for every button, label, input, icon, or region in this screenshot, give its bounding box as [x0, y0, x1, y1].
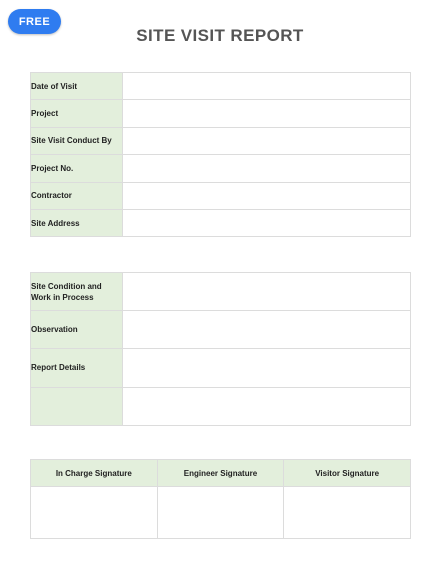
- blank-field[interactable]: [123, 387, 411, 425]
- visit-details-table: [30, 72, 411, 237]
- free-badge[interactable]: FREE: [8, 9, 61, 34]
- report-details-field[interactable]: [123, 349, 411, 387]
- visitor-signature-field[interactable]: [284, 487, 411, 539]
- table-row: [31, 387, 411, 425]
- engineer-signature-header: Engineer Signature: [157, 460, 284, 487]
- in-charge-signature-field[interactable]: [31, 487, 158, 539]
- conducted-by-label: Site Visit Conduct By: [31, 127, 123, 154]
- blank-label: [31, 387, 123, 425]
- project-field[interactable]: [123, 100, 411, 127]
- site-address-field[interactable]: [123, 209, 411, 236]
- table-row: [31, 100, 411, 127]
- project-no-label: Project No.: [31, 155, 123, 182]
- table-row: [31, 182, 411, 209]
- table-header-row: [31, 460, 411, 487]
- contractor-label: Contractor: [31, 182, 123, 209]
- table-row: [31, 127, 411, 154]
- engineer-signature-field[interactable]: [157, 487, 284, 539]
- site-address-label: Site Address: [31, 209, 123, 236]
- table-row: [31, 209, 411, 236]
- table-row: [31, 349, 411, 387]
- report-details-label: Report Details: [31, 349, 123, 387]
- table-row: [31, 311, 411, 349]
- contractor-field[interactable]: [123, 182, 411, 209]
- table-row: [31, 487, 411, 539]
- table-row: [31, 273, 411, 311]
- visitor-signature-header: Visitor Signature: [284, 460, 411, 487]
- table-row: [31, 155, 411, 182]
- site-condition-label: [31, 273, 123, 311]
- page-title: SITE VISIT REPORT: [136, 26, 304, 45]
- site-condition-label-line2: Work in Process: [31, 292, 94, 302]
- table-row: [31, 73, 411, 100]
- observation-field[interactable]: [123, 311, 411, 349]
- site-condition-label-line1: Site Condition and: [31, 281, 102, 291]
- date-of-visit-field[interactable]: [123, 73, 411, 100]
- project-no-field[interactable]: [123, 155, 411, 182]
- project-label: Project: [31, 100, 123, 127]
- date-of-visit-label: Date of Visit: [31, 73, 123, 100]
- conducted-by-field[interactable]: [123, 127, 411, 154]
- observation-label: Observation: [31, 311, 123, 349]
- site-condition-table: [30, 272, 411, 426]
- in-charge-signature-header: In Charge Signature: [31, 460, 158, 487]
- signatures-table: [30, 459, 411, 539]
- site-condition-field[interactable]: [123, 273, 411, 311]
